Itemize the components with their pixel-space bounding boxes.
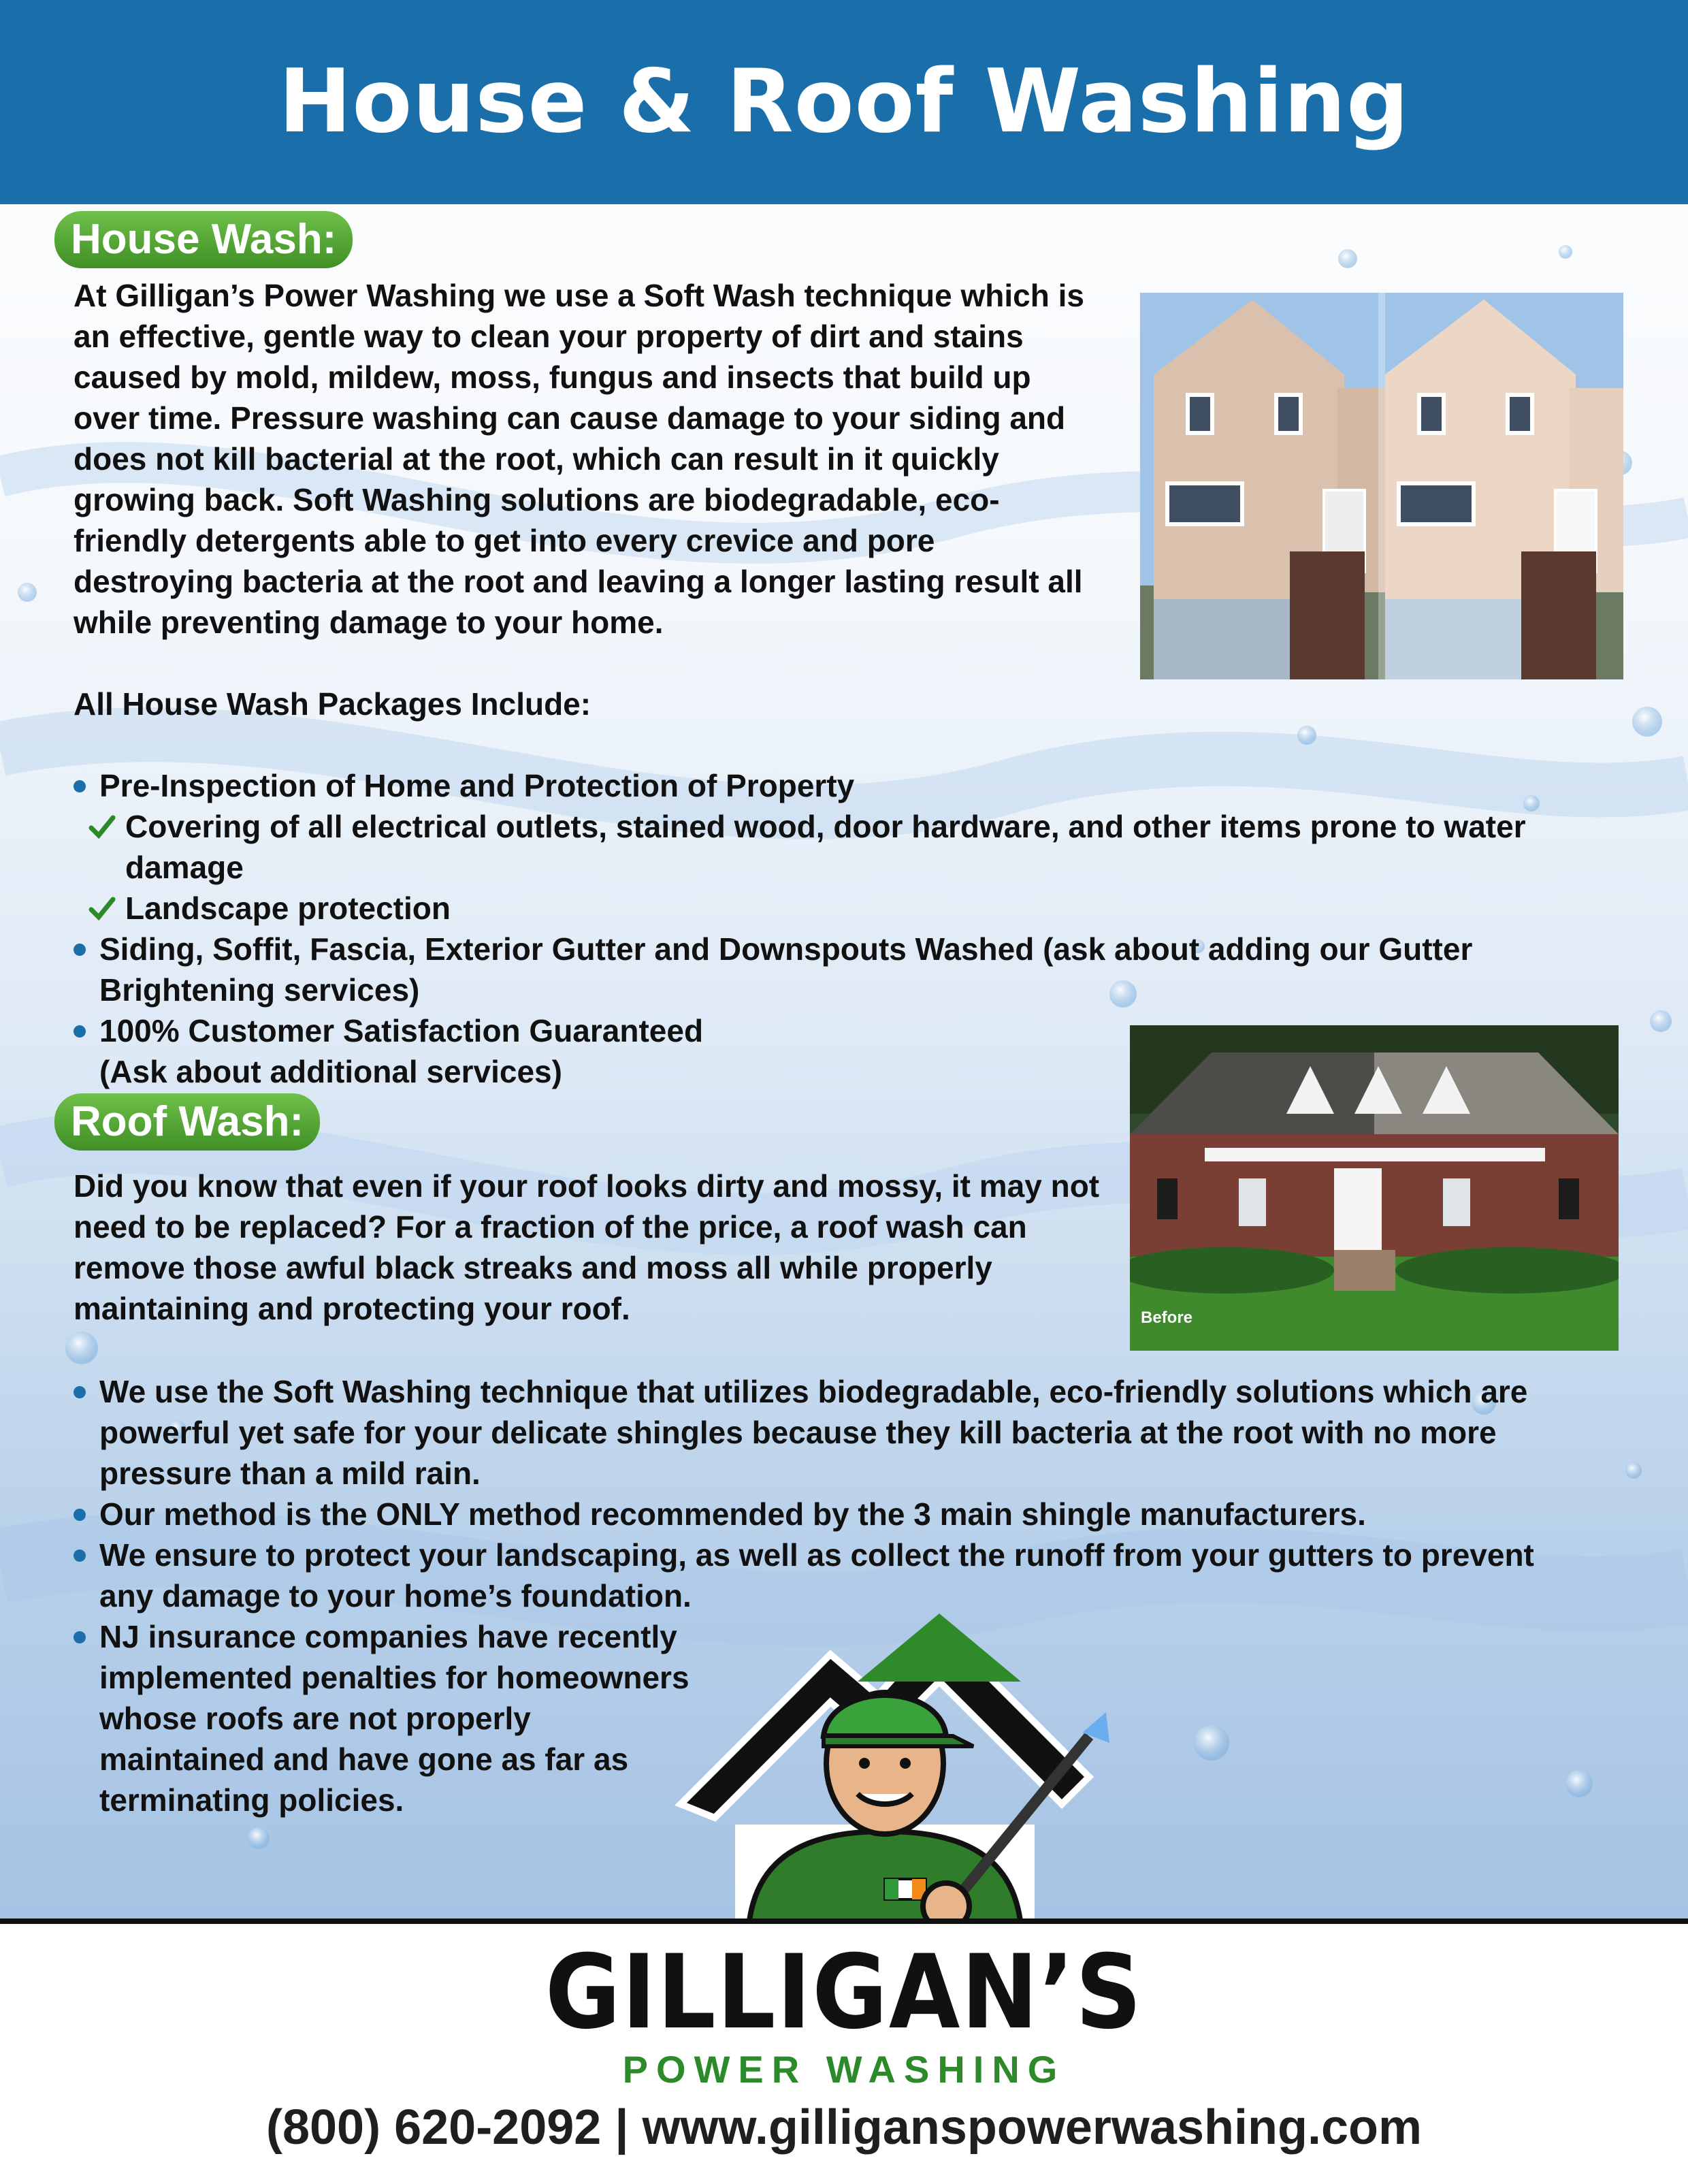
- house-wash-paragraph: At Gilligan’s Power Washing we use a Soft Wash technique which is an effective, gentle way to clean your property of dirt and stains caused by mold, mildew, moss, fungus and insects that build up over time. Pressure washing can cause damage to your siding and does not kill bacterial at the root, which can result in it quickly growing back. Soft Washing solutions are biodegradable, eco-friendly detergents able to get into every crevice and pore destroying bacteria at the root and leaving a longer lasting result all while preventing damage to your home.: [74, 278, 1085, 640]
- footer-divider: [0, 1918, 1688, 1924]
- list-item-text: Siding, Soffit, Fascia, Exterior Gutter and Downspouts Washed (ask about adding our Gutter Brightening services): [99, 931, 1473, 1008]
- list-item: [74, 929, 1529, 1010]
- bullet-dot-icon: [74, 1386, 86, 1398]
- mascot-logo-illustration: [653, 1600, 1116, 1927]
- checkmark-icon: [87, 812, 117, 841]
- brand-tagline: POWER WASHING: [622, 2048, 1066, 2091]
- list-item-text: Our method is the ONLY method recommended by the 3 main shingle manufacturers.: [99, 1496, 1366, 1532]
- list-item-text: We ensure to protect your landscaping, as well as collect the runoff from your gutters to prevent any damage to your home’s foundation.: [99, 1537, 1534, 1613]
- roof-wash-before-after-photo: [1130, 1025, 1619, 1351]
- list-item: [74, 888, 1639, 929]
- list-item: [74, 1371, 1557, 1494]
- additional-services-note: (Ask about additional services): [99, 1054, 562, 1089]
- list-item-text: Covering of all electrical outlets, stained wood, door hardware, and other items prone to water damage: [125, 809, 1526, 885]
- bullet-dot-icon: [74, 1509, 86, 1521]
- house-wash-before-after-photo: [1140, 293, 1623, 679]
- before-label: Before: [1141, 1308, 1193, 1327]
- roof-wash-heading: Roof Wash:: [54, 1093, 320, 1151]
- page-title: House & Roof Washing: [278, 51, 1410, 152]
- bullet-dot-icon: [74, 780, 86, 792]
- header-bar: [0, 0, 1688, 204]
- bullet-dot-icon: [74, 1631, 86, 1643]
- brand-name: GILLIGAN’S: [545, 1933, 1143, 2052]
- list-item-text: NJ insurance companies have recently implemented penalties for homeowners whose roofs are not properly maintained and have gone as far as terminating policies.: [99, 1619, 689, 1818]
- list-item: [74, 1616, 698, 1820]
- list-item: [74, 1494, 1557, 1535]
- list-item-text: Landscape protection: [125, 890, 451, 926]
- list-item-text: Pre-Inspection of Home and Protection of Property: [99, 768, 855, 803]
- bullet-dot-icon: [74, 944, 86, 956]
- checkmark-icon: [87, 893, 117, 923]
- bullet-dot-icon: [74, 1549, 86, 1562]
- list-item: [74, 765, 1639, 806]
- packages-heading: All House Wash Packages Include:: [74, 686, 591, 722]
- house-wash-heading: House Wash:: [54, 211, 353, 268]
- bullet-dot-icon: [74, 1025, 86, 1038]
- contact-info: (800) 620-2092 | www.gilliganspowerwashing.com: [265, 2100, 1422, 2155]
- roof-wash-paragraph: Did you know that even if your roof looks dirty and mossy, it may not need to be replaced? For a fraction of the price, a roof wash can remove those awful black streaks and moss all while properly maintaining and protecting your roof.: [74, 1168, 1100, 1326]
- list-item-text: 100% Customer Satisfaction Guaranteed: [99, 1013, 704, 1048]
- list-item: [74, 806, 1639, 888]
- list-item-text: We use the Soft Washing technique that utilizes biodegradable, eco-friendly solutions which are powerful yet safe for your delicate shingles because they kill bacteria at the root with no more pressure than a mild rain.: [99, 1374, 1528, 1491]
